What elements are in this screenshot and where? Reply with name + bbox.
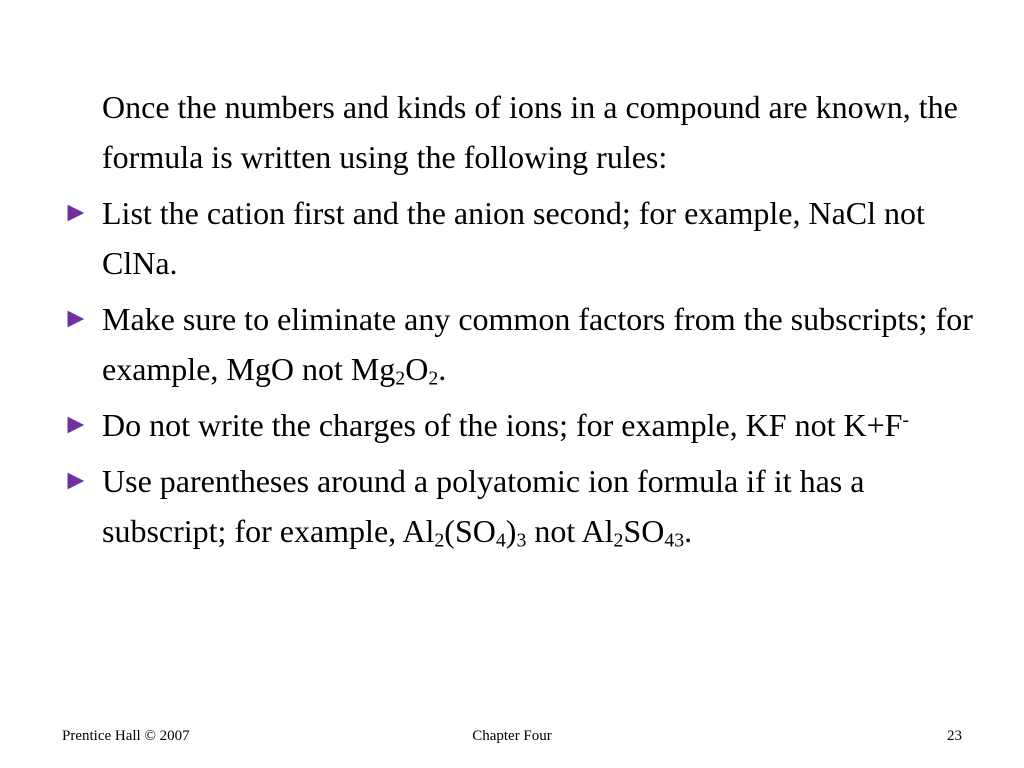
rule-text: Use parentheses around a polyatomic ion formula if it has a subscript; for example, Al: [102, 463, 865, 549]
formula-part: not Al: [526, 513, 614, 549]
rule-text-end: .: [684, 513, 693, 549]
intro-paragraph: [62, 82, 992, 182]
formula-part: ): [505, 513, 517, 549]
formula-part: O: [405, 351, 429, 387]
footer-page-number: 23: [947, 728, 962, 744]
subscript: 2: [428, 367, 439, 390]
footer-copyright: Prentice Hall © 2007: [62, 728, 190, 744]
subscript: 4: [495, 529, 506, 552]
triangle-bullet-icon: ►: [62, 409, 90, 440]
formula-part: SO: [623, 513, 665, 549]
rule-text: List the cation first and the anion second; for example, NaCl not ClNa.: [102, 195, 925, 281]
subscript: 3: [516, 529, 527, 552]
footer-chapter: Chapter Four: [472, 728, 552, 744]
rule-text: Make sure to eliminate any common factors from the subscripts; for example, MgO not Mg: [102, 301, 973, 387]
rule-item-common-factors: [62, 294, 992, 394]
rule-text: Do not write the charges of the ions; for example, KF not K+F: [102, 407, 903, 443]
triangle-bullet-icon: ►: [62, 303, 90, 334]
triangle-bullet-icon: ►: [62, 465, 90, 496]
subscript: 2: [395, 367, 406, 390]
rule-text-end: .: [438, 351, 447, 387]
subscript: 43: [664, 529, 685, 552]
triangle-bullet-icon: ►: [62, 197, 90, 228]
subscript: 2: [434, 529, 445, 552]
formula-part: (SO: [444, 513, 496, 549]
rule-item-no-charges: [62, 400, 992, 450]
superscript: -: [902, 409, 910, 432]
subscript: 2: [613, 529, 624, 552]
intro-text: Once the numbers and kinds of ions in a compound are known, the formula is written using the following rules:: [102, 89, 958, 175]
slide-body: [62, 82, 992, 562]
rule-item-cation-first: [62, 188, 992, 288]
rule-item-parentheses: [62, 456, 992, 556]
